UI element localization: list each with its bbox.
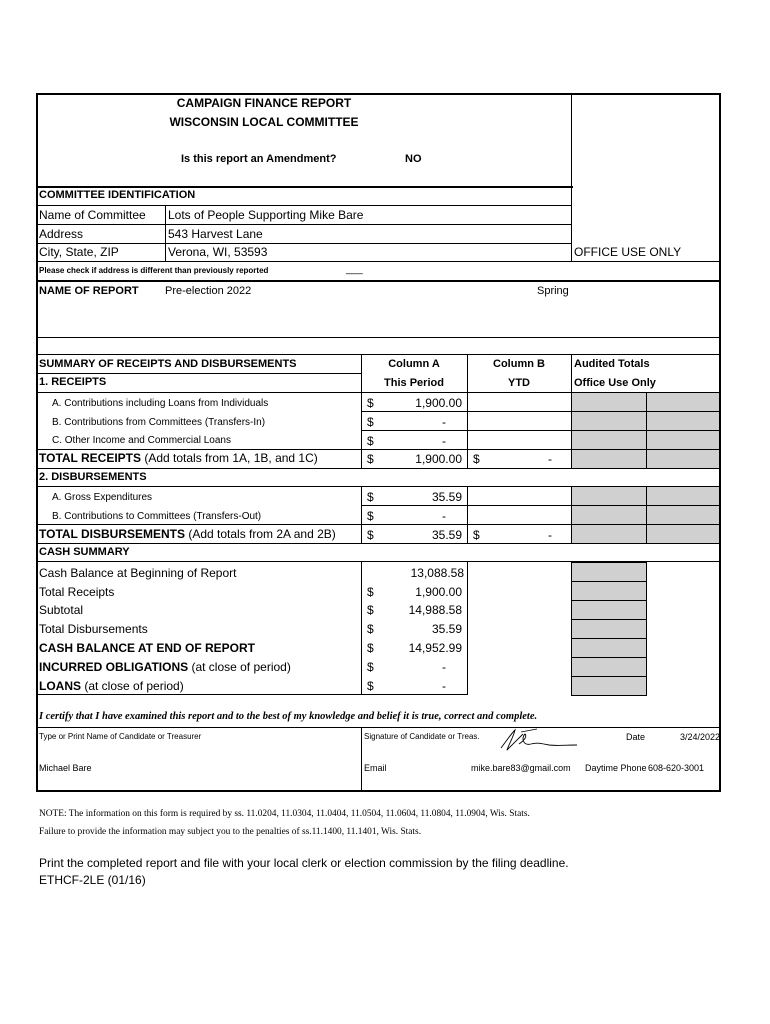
summary-heading: SUMMARY OF RECEIPTS AND DISBURSEMENTS bbox=[39, 358, 297, 370]
dollar-sign: $ bbox=[367, 528, 374, 542]
dollar-sign: $ bbox=[367, 490, 374, 504]
form-identifier: ETHCF-2LE (01/16) bbox=[39, 873, 146, 887]
certification-statement: I certify that I have examined this report and to the best of my knowledge and belief it is true, correct and complete. bbox=[39, 711, 538, 722]
filing-instruction: Print the completed report and file with your local clerk or election commission by the filing deadline. bbox=[39, 856, 569, 870]
phone-field[interactable]: 608-620-3001 bbox=[648, 763, 705, 773]
dollar-sign: $ bbox=[367, 603, 374, 617]
total-disbursements-label: TOTAL DISBURSEMENTS (Add totals from 2A and 2B) bbox=[39, 527, 336, 541]
cash-disbursements-label: Total Disbursements bbox=[39, 622, 148, 636]
committee-id-heading: COMMITTEE IDENTIFICATION bbox=[39, 189, 196, 201]
phone-label: Daytime Phone bbox=[585, 763, 647, 773]
column-b-heading: Column B bbox=[493, 358, 545, 370]
signature-image[interactable] bbox=[497, 726, 579, 754]
disb-b-label: B. Contributions to Committees (Transfers-Out) bbox=[52, 511, 262, 522]
address-change-check[interactable]: ___ bbox=[346, 264, 363, 275]
form-title: CAMPAIGN FINANCE REPORT bbox=[176, 96, 352, 110]
cash-disbursements-value[interactable]: 35.59 bbox=[431, 622, 462, 636]
loans-label: LOANS (at close of period) bbox=[39, 679, 184, 693]
dollar-sign: $ bbox=[367, 434, 374, 448]
column-b-subheading: YTD bbox=[508, 377, 530, 389]
signature-label: Signature of Candidate or Treas. bbox=[364, 732, 480, 741]
footer-note: NOTE: The information on this form is required by ss. 11.0204, 11.0304, 11.0404, 11.0504, 11.0604, 11.0804, 11.0904, Wis. Stats. bbox=[39, 809, 530, 819]
address-change-note: Please check if address is different than previously reported bbox=[39, 266, 269, 275]
dollar-sign: $ bbox=[367, 622, 374, 636]
dollar-sign: $ bbox=[367, 641, 374, 655]
cash-receipts-value[interactable]: 1,900.00 bbox=[415, 585, 462, 599]
receipts-b-label: B. Contributions from Committees (Transfers-In) bbox=[52, 417, 266, 428]
audited-subheading: Office Use Only bbox=[574, 377, 656, 389]
receipts-a-value[interactable]: 1,900.00 bbox=[415, 396, 462, 410]
disbursements-heading: 2. DISBURSEMENTS bbox=[39, 471, 147, 483]
end-balance-value[interactable]: 14,952.99 bbox=[408, 641, 462, 655]
date-field[interactable]: 3/24/2022 bbox=[680, 732, 721, 742]
amendment-answer[interactable]: NO bbox=[405, 153, 422, 165]
begin-balance-value[interactable]: 13,088.58 bbox=[410, 566, 464, 580]
cash-receipts-label: Total Receipts bbox=[39, 585, 115, 599]
receipts-c-value[interactable]: - bbox=[442, 434, 446, 448]
total-receipts-ytd[interactable]: - bbox=[548, 452, 552, 466]
email-field[interactable]: mike.bare83@gmail.com bbox=[471, 763, 571, 773]
form-subtitle: WISCONSIN LOCAL COMMITTEE bbox=[169, 115, 359, 129]
incurred-obligations-label: INCURRED OBLIGATIONS (at close of period) bbox=[39, 660, 291, 674]
dollar-sign: $ bbox=[473, 528, 480, 542]
dollar-sign: $ bbox=[367, 396, 374, 410]
receipts-b-value[interactable]: - bbox=[442, 415, 446, 429]
total-receipts-value[interactable]: 1,900.00 bbox=[415, 452, 462, 466]
disb-b-value[interactable]: - bbox=[442, 509, 446, 523]
receipts-heading: 1. RECEIPTS bbox=[39, 376, 107, 388]
loans-value[interactable]: - bbox=[442, 679, 446, 693]
disb-a-label: A. Gross Expenditures bbox=[52, 492, 153, 503]
total-disbursements-value[interactable]: 35.59 bbox=[431, 528, 462, 542]
amendment-question: Is this report an Amendment? bbox=[181, 153, 337, 165]
address-field[interactable]: 543 Harvest Lane bbox=[168, 227, 263, 241]
committee-name-field[interactable]: Lots of People Supporting Mike Bare bbox=[168, 208, 364, 222]
incurred-obligations-value[interactable]: - bbox=[442, 660, 446, 674]
dollar-sign: $ bbox=[473, 452, 480, 466]
audited-heading: Audited Totals bbox=[574, 358, 650, 370]
total-receipts-label: TOTAL RECEIPTS (Add totals from 1A, 1B, and 1C) bbox=[39, 451, 318, 465]
dollar-sign: $ bbox=[367, 585, 374, 599]
subtotal-label: Subtotal bbox=[39, 603, 84, 617]
footer-penalty-note: Failure to provide the information may subject you to the penalties of ss.11.1400, 11.1401, Wis. Stats. bbox=[39, 827, 422, 837]
dollar-sign: $ bbox=[367, 509, 374, 523]
cash-summary-heading: CASH SUMMARY bbox=[39, 546, 130, 558]
receipts-a-label: A. Contributions including Loans from Individuals bbox=[52, 398, 269, 409]
date-label: Date bbox=[626, 732, 646, 742]
dollar-sign: $ bbox=[367, 679, 374, 693]
office-use-label: OFFICE USE ONLY bbox=[574, 245, 682, 259]
dollar-sign: $ bbox=[367, 452, 374, 466]
end-balance-label: CASH BALANCE AT END OF REPORT bbox=[39, 641, 255, 655]
receipts-c-label: C. Other Income and Commercial Loans bbox=[52, 435, 231, 446]
subtotal-value[interactable]: 14,988.58 bbox=[408, 603, 462, 617]
address-label: Address bbox=[39, 227, 84, 241]
email-label: Email bbox=[364, 763, 387, 773]
report-name-field[interactable]: Pre-election 2022 bbox=[165, 285, 252, 297]
total-disbursements-ytd[interactable]: - bbox=[548, 528, 552, 542]
dollar-sign: $ bbox=[367, 415, 374, 429]
disb-a-value[interactable]: 35.59 bbox=[431, 490, 462, 504]
column-a-subheading: This Period bbox=[384, 377, 444, 389]
city-field[interactable]: Verona, WI, 53593 bbox=[168, 245, 268, 259]
report-season[interactable]: Spring bbox=[537, 285, 569, 297]
column-a-heading: Column A bbox=[388, 358, 440, 370]
printed-name-field[interactable]: Michael Bare bbox=[39, 763, 92, 773]
city-label: City, State, ZIP bbox=[39, 245, 119, 259]
print-name-label: Type or Print Name of Candidate or Treasurer bbox=[39, 732, 202, 741]
committee-name-label: Name of Committee bbox=[39, 208, 146, 222]
begin-balance-label: Cash Balance at Beginning of Report bbox=[39, 566, 237, 580]
dollar-sign: $ bbox=[367, 660, 374, 674]
report-name-label: NAME OF REPORT bbox=[39, 285, 139, 297]
